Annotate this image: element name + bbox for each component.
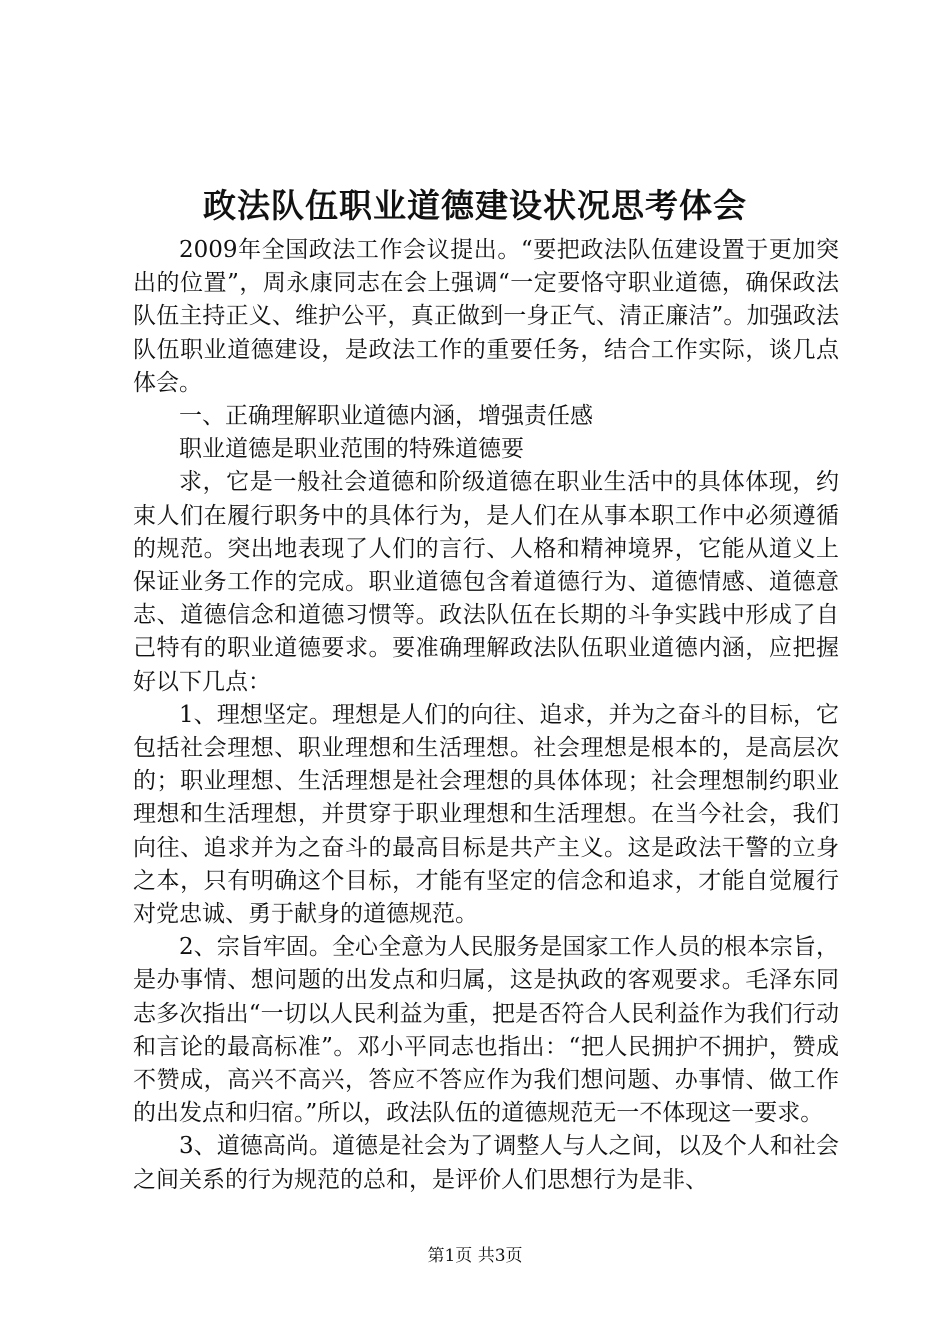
section-heading-1: 一、正确理解职业道德内涵，增强责任感	[179, 403, 593, 430]
paragraph-definition-cont: 求，它是一般社会道德和阶级道德在职业生活中的具体体现，约束人们在履行职务中的具体行为，是人们在从事本职工作中必须遵循的规范。突出地表现了人们的言行、人格和精神境界，它能从道义上保证业务工作的完成。职业道德包含着道德行为、道德情感、道德意志、道德信念和道德习惯等。政法队伍在长期的斗争实践中形成了自己特有的职业道德要求。要准确理解政法队伍职业道德内涵，应把握好以下几点：	[133, 469, 839, 695]
paragraph-point-3: 3、道德高尚。道德是社会为了调整人与人之间，以及个人和社会之间关系的行为规范的总和，是评价人们思想行为是非、	[133, 1133, 839, 1193]
document-title: 政法队伍职业道德建设状况思考体会	[203, 186, 747, 225]
document-body	[133, 234, 839, 1197]
paragraph-intro: 2009年全国政法工作会议提出。“要把政法队伍建设置于更加突出的位置”，周永康同志在会上强调“一定要恪守职业道德，确保政法队伍主持正义、维护公平，真正做到一身正气、清正廉洁”。加强政法队伍职业道德建设，是政法工作的重要任务，结合工作实际，谈几点体会。	[133, 237, 839, 396]
page-number-footer: 第1页 共3页	[427, 1246, 523, 1266]
paragraph-point-1: 1、理想坚定。理想是人们的向往、追求，并为之奋斗的目标，它包括社会理想、职业理想和生活理想。社会理想是根本的，是高层次的；职业理想、生活理想是社会理想的具体体现；社会理想制约职业理想和生活理想，并贯穿于职业理想和生活理想。在当今社会，我们向往、追求并为之奋斗的最高目标是共产主义。这是政法干警的立身之本，只有明确这个目标，才能有坚定的信念和追求，才能自觉履行对党忠诚、勇于献身的道德规范。	[133, 701, 839, 928]
paragraph-definition-start: 职业道德是职业范围的特殊道德要	[179, 436, 524, 463]
paragraph-point-2: 2、宗旨牢固。全心全意为人民服务是国家工作人员的根本宗旨，是办事情、想问题的出发点和归属，这是执政的客观要求。毛泽东同志多次指出“一切以人民利益为重，把是否符合人民利益作为我们行动和言论的最高标准”。邓小平同志也指出：“把人民拥护不拥护，赞成不赞成，高兴不高兴，答应不答应作为我们想问题、办事情、做工作的出发点和归宿。”所以，政法队伍的道德规范无一不体现这一要求。	[133, 934, 839, 1127]
